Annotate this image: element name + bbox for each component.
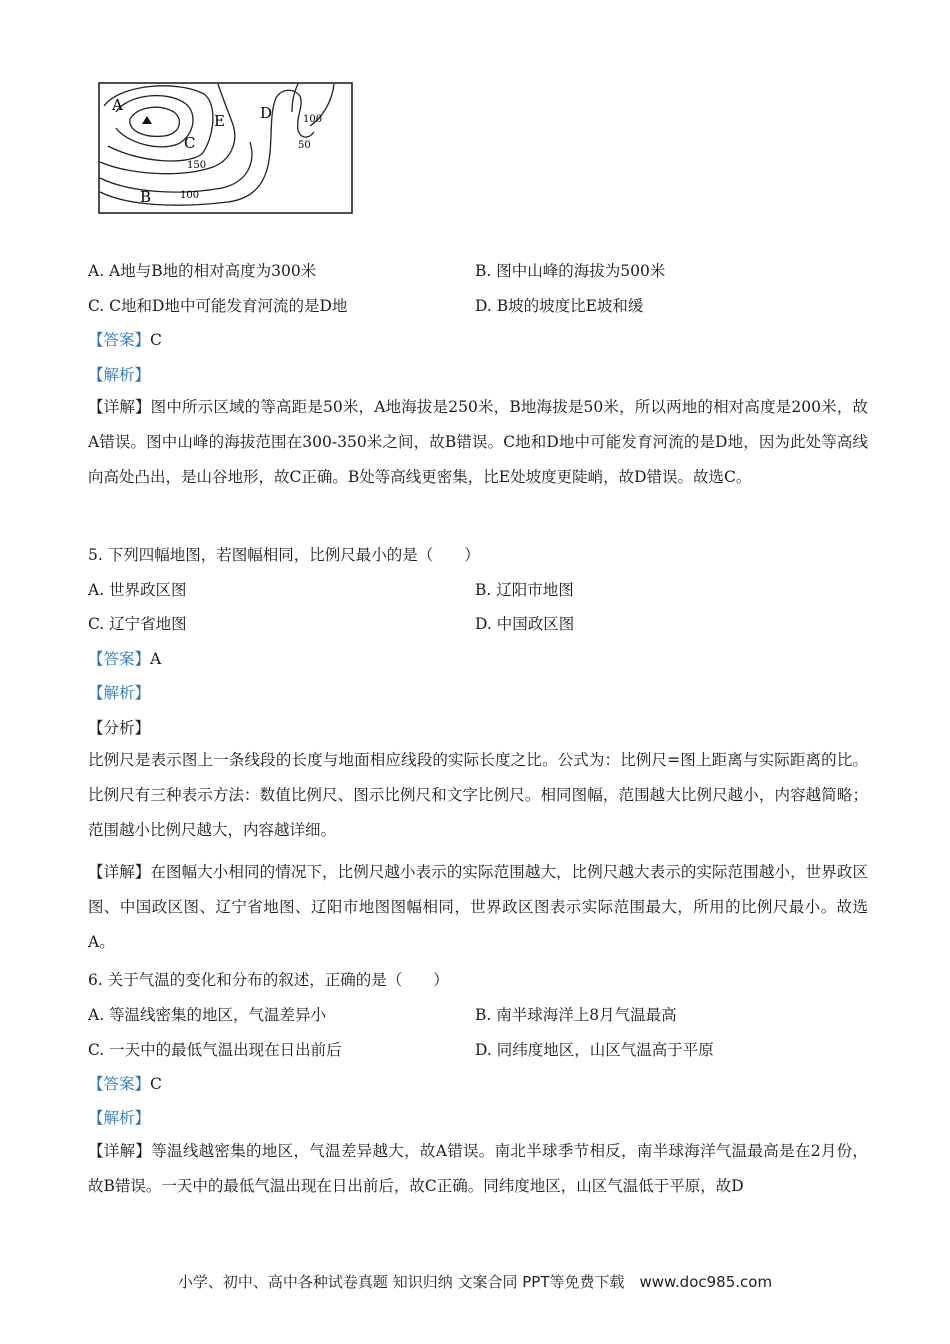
q5-detail	[88, 855, 868, 960]
q6-option-b: B. 南半球海洋上8月气温最高	[475, 1006, 677, 1024]
contour-label-50: 50	[298, 140, 311, 151]
answer-tag: 【答案】	[88, 331, 151, 349]
detail-text: 等温线越密集的地区，气温差异越大，故A错误。南北半球季节相反，南半球海洋气温最高是在2月份，故B错误。一天中的最低气温出现在日出前后，故C正确。同纬度地区，山区气温低于平原，故D	[88, 1142, 868, 1195]
contour-label-100-right: 100	[303, 114, 323, 125]
detail-text: 图中所示区域的等高距是50米，A地海拔是250米，B地海拔是50米，所以两地的相对高度是200米，故A错误。图中山峰的海拔范围在300-350米之间，故B错误。C地和D地中可能发育河流的是D地，因为此处等高线向高处凸出，是山谷地形，故C正确。B处等高线更密集，比E处坡度更陡峭，故D错误。故选C。	[88, 398, 868, 486]
q5-option-b: B. 辽阳市地图	[475, 581, 574, 599]
answer-value: C	[150, 331, 162, 349]
detail-tag: 【详解】	[88, 1142, 152, 1160]
q5-fenxi: 比例尺是表示图上一条线段的长度与地面相应线段的实际长度之比。公式为：比例尺=图上距离与实际距离的比。比例尺有三种表示方法：数值比例尺、图示比例尺和文字比例尺。相同图幅，范围越大比例尺越小，内容越简略；范围越小比例尺越大，内容越详细。	[88, 751, 868, 839]
q6-answer	[88, 1074, 162, 1094]
map-label-a: A	[112, 96, 123, 114]
contour-label-150: 150	[187, 160, 207, 171]
q6-detail	[88, 1134, 868, 1204]
map-label-e: E	[214, 112, 225, 130]
answer-value: C	[150, 1075, 162, 1093]
q5-fenxi-tag: 【分析】	[88, 719, 151, 737]
map-label-d: D	[260, 104, 273, 122]
answer-value: A	[150, 650, 162, 668]
detail-tag: 【详解】	[88, 863, 151, 881]
q5-option-d: D. 中国政区图	[475, 615, 575, 633]
page-footer: 小学、初中、高中各种试卷真题 知识归纳 文案合同 PPT等免费下载 www.doc985.com	[177, 1273, 773, 1291]
q5-stem: 5. 下列四幅地图，若图幅相同，比例尺最小的是（ ）	[88, 546, 480, 564]
q6-stem: 6. 关于气温的变化和分布的叙述，正确的是（ ）	[88, 971, 449, 989]
q6-analysis-tag: 【解析】	[88, 1109, 151, 1127]
map-label-c: C	[184, 134, 196, 152]
q4-option-a: A. A地与B地的相对高度为300米	[88, 262, 317, 280]
contour-map	[98, 82, 353, 214]
contour-label-100-left: 100	[180, 190, 200, 201]
q5-answer	[88, 649, 161, 669]
map-label-b: B	[140, 188, 152, 206]
answer-tag: 【答案】	[88, 1075, 151, 1093]
q5-option-c: C. 辽宁省地图	[88, 615, 187, 633]
q4-analysis-tag: 【解析】	[88, 366, 151, 384]
q4-option-b: B. 图中山峰的海拔为500米	[475, 262, 666, 280]
q6-option-a: A. 等温线密集的地区，气温差异小	[88, 1006, 327, 1024]
q6-option-d: D. 同纬度地区，山区气温高于平原	[475, 1041, 714, 1059]
q4-answer	[88, 330, 162, 350]
q4-detail	[88, 390, 868, 495]
q4-option-c: C. C地和D地中可能发育河流的是D地	[88, 297, 348, 315]
answer-tag: 【答案】	[88, 650, 151, 668]
q4-option-d: D. B坡的坡度比E坡和缓	[475, 297, 644, 315]
detail-text: 在图幅大小相同的情况下，比例尺越小表示的实际范围越大，比例尺越大表示的实际范围越小，世界政区图、中国政区图、辽宁省地图、辽阳市地图图幅相同，世界政区图表示实际范围最大，所用的比例尺最小。故选A。	[88, 863, 868, 951]
q6-option-c: C. 一天中的最低气温出现在日出前后	[88, 1041, 342, 1059]
detail-tag: 【详解】	[88, 398, 151, 416]
q5-analysis-tag: 【解析】	[88, 684, 151, 702]
q5-option-a: A. 世界政区图	[88, 581, 187, 599]
